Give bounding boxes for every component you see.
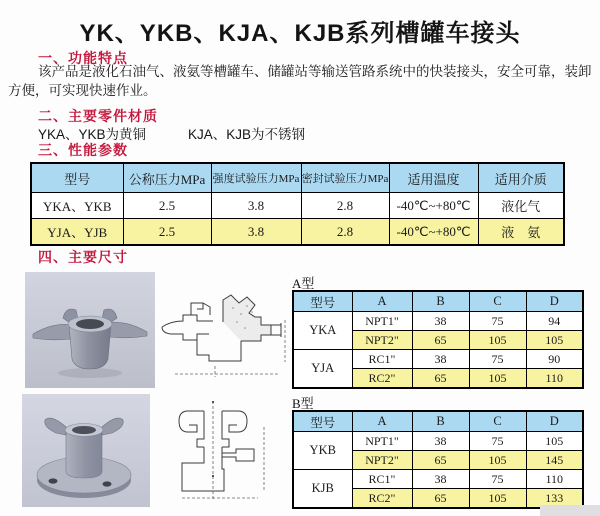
model-cell: YJA (293, 350, 352, 389)
dim-a-row-3 (293, 350, 583, 369)
scan-edge-artifact (540, 505, 600, 516)
cell: 38 (412, 470, 469, 489)
cell: 110 (526, 369, 583, 389)
materials-brass: YKA、YKB为黄铜 (38, 127, 147, 142)
cell: 2.8 (301, 193, 389, 219)
dim-col-model: 型号 (293, 291, 352, 312)
perf-col-nominal-pressure: 公称压力MPa (123, 163, 211, 193)
section-drawing-type-a (157, 282, 290, 382)
cell: NPT1" (352, 432, 412, 451)
cell: 133 (526, 489, 583, 509)
performance-table (30, 162, 565, 246)
cell: 110 (526, 470, 583, 489)
cell: 65 (412, 331, 469, 350)
features-paragraph: 该产品是液化石油气、液氨等槽罐车、储罐站等输送管路系统中的快装接头，安全可靠，装卸方便，可实现快速作业。 (8, 64, 592, 98)
cell: NPT1" (352, 312, 412, 331)
section-heading-performance: 三、性能参数 (38, 142, 128, 158)
cell: 145 (526, 451, 583, 470)
type-b-label: B型 (292, 396, 314, 411)
perf-col-model: 型号 (31, 163, 123, 193)
cell: 105 (469, 489, 526, 509)
cell: 液 氨 (478, 219, 564, 246)
type-a-label: A型 (292, 276, 315, 291)
cell: RC1" (352, 350, 412, 369)
section-heading-materials: 二、主要零件材质 (38, 108, 158, 124)
cell: 38 (412, 432, 469, 451)
cell: 75 (469, 312, 526, 331)
cell: 105 (469, 451, 526, 470)
cell: 75 (469, 350, 526, 369)
cell: 3.8 (211, 219, 301, 246)
performance-header-row (31, 163, 564, 193)
dim-b-row-1 (293, 432, 583, 451)
model-cell: KJB (293, 470, 352, 509)
dimension-table-type-a (292, 290, 584, 389)
cell: 105 (469, 369, 526, 389)
cell: YKA、YKB (31, 193, 123, 219)
dim-col-a: A (352, 291, 412, 312)
dim-col-c: C (469, 411, 526, 432)
product-photo-type-a (25, 272, 155, 388)
cell: NPT2" (352, 331, 412, 350)
cell: 90 (526, 350, 583, 369)
cell: 75 (469, 432, 526, 451)
perf-col-medium: 适用介质 (478, 163, 564, 193)
dim-col-b: B (412, 411, 469, 432)
section-heading-features: 一、功能特点 (38, 50, 128, 66)
cell: 2.5 (123, 193, 211, 219)
page-title: YK、YKB、KJA、KJB系列槽罐车接头 (79, 20, 521, 47)
cell: -40℃~+80℃ (389, 193, 478, 219)
dimension-table-type-b (292, 410, 584, 509)
perf-col-strength-test: 强度试验压力MPa (211, 163, 301, 193)
cell: 38 (412, 312, 469, 331)
dim-col-model: 型号 (293, 411, 352, 432)
cell: 2.8 (301, 219, 389, 246)
cell: 38 (412, 350, 469, 369)
dim-b-row-3 (293, 470, 583, 489)
performance-row-yja (31, 219, 564, 246)
cell: 65 (412, 489, 469, 509)
model-cell: YKA (293, 312, 352, 350)
cell: 65 (412, 451, 469, 470)
dim-col-d: D (526, 411, 583, 432)
performance-row-yka (31, 193, 564, 219)
cell: 75 (469, 470, 526, 489)
perf-col-seal-test: 密封试验压力MPa (301, 163, 389, 193)
dim-col-c: C (469, 291, 526, 312)
cell: 2.5 (123, 219, 211, 246)
section-drawing-type-b (158, 397, 290, 507)
cell: 3.8 (211, 193, 301, 219)
product-photo-type-b (22, 394, 150, 507)
cell: RC1" (352, 470, 412, 489)
dim-b-header-row (293, 411, 583, 432)
cell: 94 (526, 312, 583, 331)
cell: -40℃~+80℃ (389, 219, 478, 246)
cell: 105 (469, 331, 526, 350)
section-heading-dimensions: 四、主要尺寸 (38, 249, 128, 265)
dim-a-header-row (293, 291, 583, 312)
cell: 105 (526, 331, 583, 350)
dim-col-b: B (412, 291, 469, 312)
cell: RC2" (352, 369, 412, 389)
dim-col-a: A (352, 411, 412, 432)
dim-col-d: D (526, 291, 583, 312)
cell: 液化气 (478, 193, 564, 219)
model-cell: YKB (293, 432, 352, 470)
dim-a-row-1 (293, 312, 583, 331)
cell: 65 (412, 369, 469, 389)
perf-col-temperature: 适用温度 (389, 163, 478, 193)
cell: 105 (526, 432, 583, 451)
materials-stainless: KJA、KJB为不锈钢 (188, 127, 306, 142)
cell: RC2" (352, 489, 412, 509)
cell: NPT2" (352, 451, 412, 470)
cell: YJA、YJB (31, 219, 123, 246)
